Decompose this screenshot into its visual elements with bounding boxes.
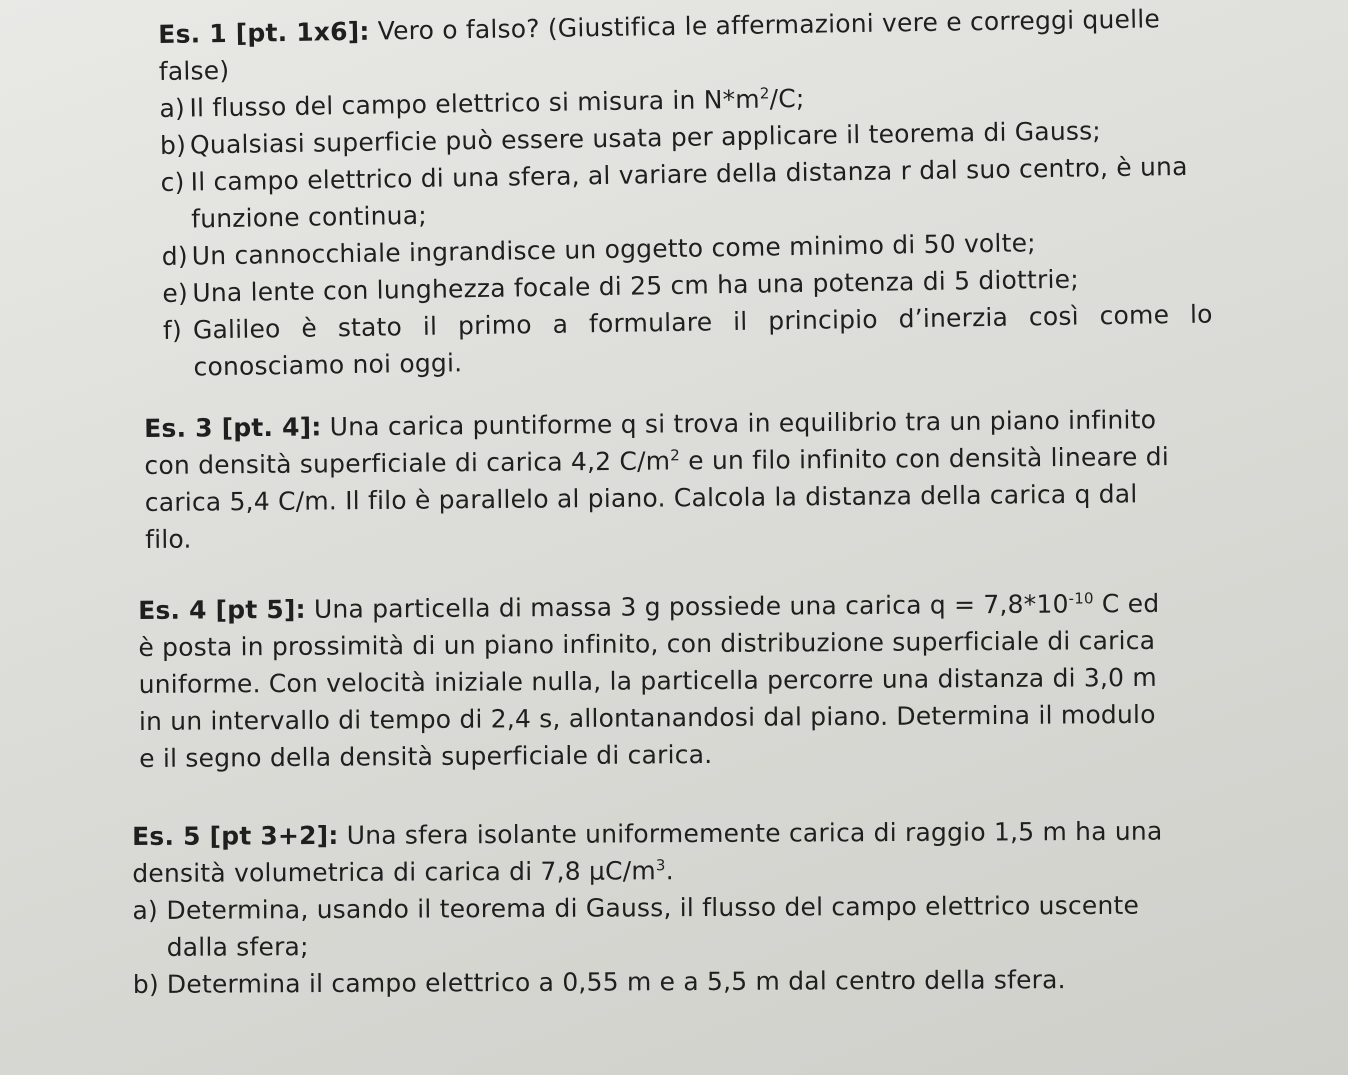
exercise-3-heading: Es. 3 [pt. 4]: <box>144 412 322 443</box>
exercise-1-heading: Es. 1 [pt. 1x6]: <box>158 16 370 49</box>
exercise-3-text: e un filo infinito con densità lineare di <box>679 442 1170 476</box>
word: è <box>301 313 318 343</box>
item-label: b) <box>132 969 159 999</box>
superscript: 3 <box>655 856 666 875</box>
word: il <box>732 306 748 337</box>
exercise-5-text: densità volumetrica di carica di 7,8 μC/m <box>132 856 657 888</box>
exercise-1-intro-line-2: false) <box>158 55 230 86</box>
item-label: d) <box>161 241 189 271</box>
exercise-5-item-a <box>132 886 1234 929</box>
word: formulare <box>588 307 713 339</box>
item-label: e) <box>162 278 189 308</box>
exercise-5-line-1 <box>132 812 1234 855</box>
item-label: b) <box>159 130 187 160</box>
exercise-3-line-3: carica 5,4 C/m. Il filo è parallelo al piano. Calcola la distanza della carica q dal <box>144 479 1138 517</box>
item-text-after: /C; <box>769 83 805 114</box>
exercise-4-heading: Es. 4 [pt 5]: <box>138 594 306 625</box>
exercise-5 <box>132 812 1235 1003</box>
word: così <box>1028 301 1079 332</box>
exercise-3-text: con densità superficiale di carica 4,2 C/m <box>144 446 671 480</box>
exercise-4-text: C ed <box>1093 588 1160 619</box>
item-text: Il flusso del campo elettrico si misura in N*m <box>189 84 761 123</box>
item-text: Determina, usando il teorema di Gauss, il flusso del campo elettrico uscente <box>166 890 1140 925</box>
exercise-3-text: Una carica puntiforme q si trova in equilibrio tra un piano infinito <box>329 405 1157 442</box>
word: principio <box>768 304 879 336</box>
exercise-4-line-4: in un intervallo di tempo di 2,4 s, allontanandosi dal piano. Determina il modulo <box>138 699 1156 736</box>
item-text: Determina il campo elettrico a 0,55 m e a 5,5 m dal centro della sfera. <box>166 965 1066 999</box>
item-label: f) <box>162 315 183 345</box>
exercise-3 <box>144 401 1217 558</box>
exercise-3-line-4: filo. <box>145 524 192 554</box>
item-text: Una lente con lunghezza focale di 25 cm ha una potenza di 5 diottrie; <box>192 264 1080 308</box>
word: primo <box>457 310 532 341</box>
item-label: a) <box>159 93 186 123</box>
item-text: Qualsiasi superficie può essere usata per applicare il teorema di Gauss; <box>189 116 1102 160</box>
word: a <box>552 309 569 339</box>
exercise-5-text: Una sfera isolante uniformemente carica di raggio 1,5 m ha una <box>346 816 1163 850</box>
superscript: -10 <box>1068 589 1094 608</box>
word: il <box>422 311 438 341</box>
exercise-4-line-2: è posta in prossimità di un piano infinito, con distribuzione superficiale di carica <box>138 625 1156 662</box>
superscript: 2 <box>759 84 770 103</box>
exercise-5-line-2 <box>132 849 1234 892</box>
item-label: a) <box>132 895 159 925</box>
item-text: Un cannocchiale ingrandisce un oggetto come minimo di 50 volte; <box>191 228 1037 271</box>
exercise-5-item-a-continuation: dalla sfera; <box>166 932 309 962</box>
exercise-5-item-b <box>133 960 1235 1003</box>
exercise-4-line-5: e il segno della densità superficiale di carica. <box>139 739 713 773</box>
item-text: Il campo elettrico di una sfera, al variare della distanza r dal suo centro, è una <box>190 151 1188 197</box>
word: stato <box>337 312 403 343</box>
exercise-5-heading: Es. 5 [pt 3+2]: <box>132 820 339 851</box>
superscript: 2 <box>670 446 681 465</box>
exercise-1-item-f-continuation: conosciamo noi oggi. <box>193 348 463 382</box>
exercise-1-intro-line-1: Vero o falso? (Giustifica le affermazioni vere e correggi quelle <box>377 4 1161 46</box>
exercise-1-item-c-continuation: funzione continua; <box>190 200 428 234</box>
exercise-1 <box>158 0 1214 386</box>
exercise-5-text: . <box>665 856 674 886</box>
item-label: c) <box>160 167 185 197</box>
word: d’inerzia <box>898 302 1009 334</box>
exercise-4 <box>138 584 1225 777</box>
word: come <box>1099 300 1170 331</box>
word: lo <box>1189 299 1213 329</box>
word: Galileo <box>192 314 281 345</box>
exercise-4-line-3: uniforme. Con velocità iniziale nulla, la particella percorre una distanza di 3,0 m <box>138 662 1158 699</box>
exercise-4-text: Una particella di massa 3 g possiede una carica q = 7,8*10 <box>313 589 1069 624</box>
